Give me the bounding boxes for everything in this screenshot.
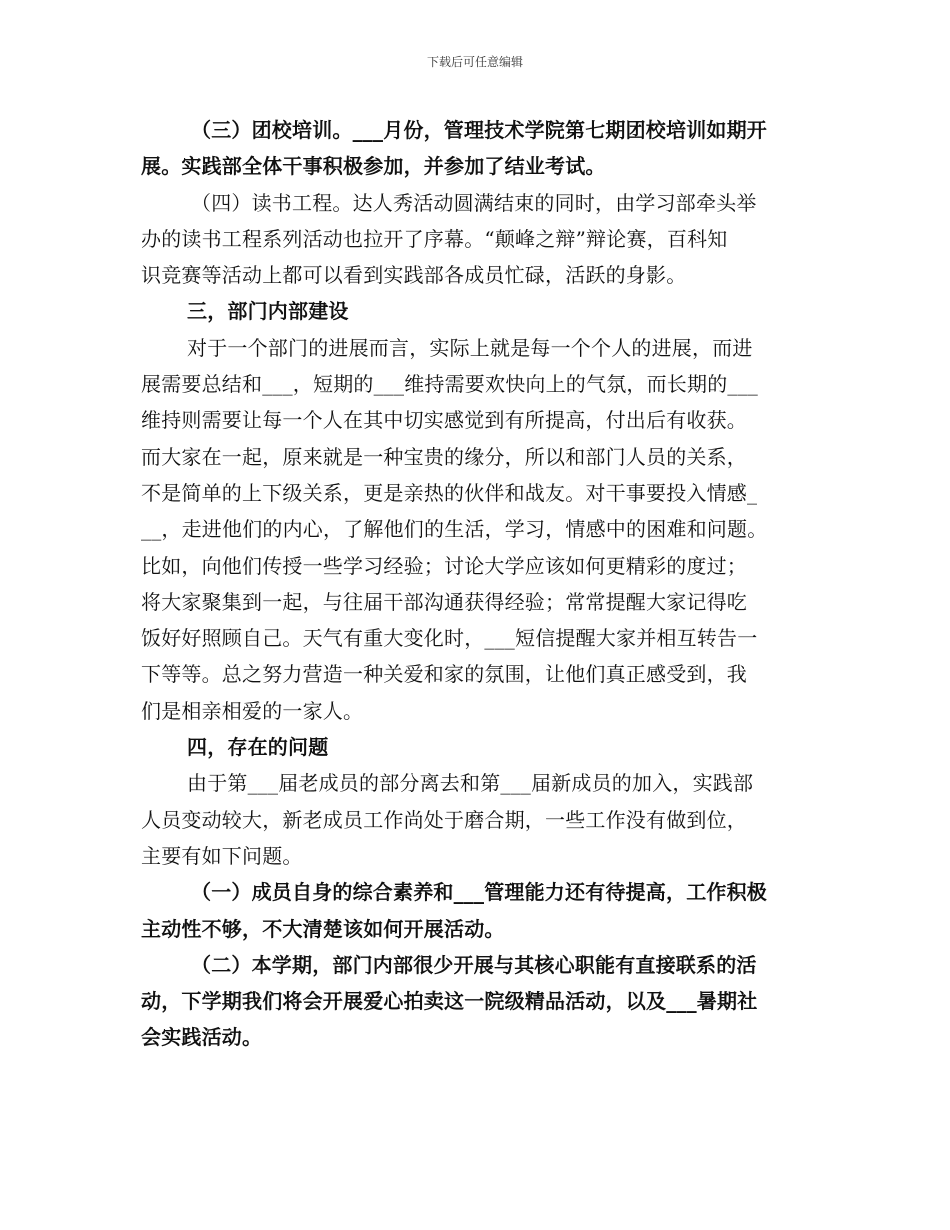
text-line: 不是简单的上下级关系，更是亲热的伙伴和战友。对干事要投入情感_ (141, 480, 758, 505)
text-line: （一）成员自身的综合素养和___管理能力还有待提高，工作积极 (191, 880, 767, 905)
section-heading-paragraph (141, 874, 821, 947)
text-line: 四，存在的问题 (187, 735, 329, 760)
text-line: 会实践活动。 (141, 1025, 263, 1050)
text-line: （四）读书工程。达人秀活动圆满结束的同时，由学习部牵头举 (191, 190, 757, 215)
document-body (141, 112, 821, 1056)
section-heading-paragraph (141, 112, 821, 185)
section-heading-paragraph (141, 293, 821, 329)
text-line: 展。实践部全体干事积极参加，并参加了结业考试。 (141, 154, 606, 179)
text-line: __，走进他们的内心，了解他们的生活，学习，情感中的困难和问题。 (141, 517, 768, 542)
text-line: 识竞赛等活动上都可以看到实践部各成员忙碌，活跃的身影。 (141, 263, 687, 288)
text-line: 人员变动较大，新老成员工作尚处于磨合期，一些工作没有做到位， (141, 807, 747, 832)
text-line: 将大家聚集到一起，与往届干部沟通获得经验；常常提醒大家记得吃 (141, 589, 747, 614)
text-line: 由于第___届老成员的部分离去和第___届新成员的加入，实践部 (187, 771, 754, 796)
text-line: （三）团校培训。___月份，管理技术学院第七期团校培训如期开 (191, 118, 767, 142)
text-line: 办的读书工程系列活动也拉开了序幕。“颠峰之辩”辩论赛，百科知 (141, 226, 728, 251)
section-heading-paragraph (141, 729, 821, 765)
text-line: 主动性不够，不大清楚该如何开展活动。 (141, 916, 505, 941)
text-line: 动，下学期我们将会开展爱心拍卖这一院级精品活动，以及___暑期社 (141, 989, 758, 1014)
text-line: 而大家在一起，原来就是一种宝贵的缘分，所以和部门人员的关系， (141, 444, 747, 469)
text-line: 饭好好照顾自己。天气有重大变化时，___短信提醒大家并相互转告一 (141, 626, 758, 651)
section-heading-paragraph (141, 947, 821, 1056)
body-paragraph (141, 765, 821, 874)
text-line: 对于一个部门的进展而言，实际上就是每一个个人的进展，而进 (187, 335, 753, 360)
body-paragraph (141, 185, 821, 294)
text-line: 展需要总结和___，短期的___维持需要欢快向上的气氛，而长期的___ (141, 372, 758, 397)
text-line: 维持则需要让每一个人在其中切实感觉到有所提高，付出后有收获。 (141, 408, 747, 433)
text-line: 们是相亲相爱的一家人。 (141, 698, 364, 723)
text-line: 主要有如下问题。 (141, 843, 303, 868)
body-paragraph (141, 330, 821, 729)
text-line: 比如，向他们传授一些学习经验；讨论大学应该如何更精彩的度过； (141, 553, 747, 578)
text-line: 下等等。总之努力营造一种关爱和家的氛围，让他们真正感受到，我 (141, 662, 747, 687)
text-line: （二）本学期，部门内部很少开展与其核心职能有直接联系的活 (191, 952, 757, 977)
text-line: 三，部门内部建设 (187, 299, 349, 324)
page-header: 下载后可任意编辑 (426, 55, 523, 69)
